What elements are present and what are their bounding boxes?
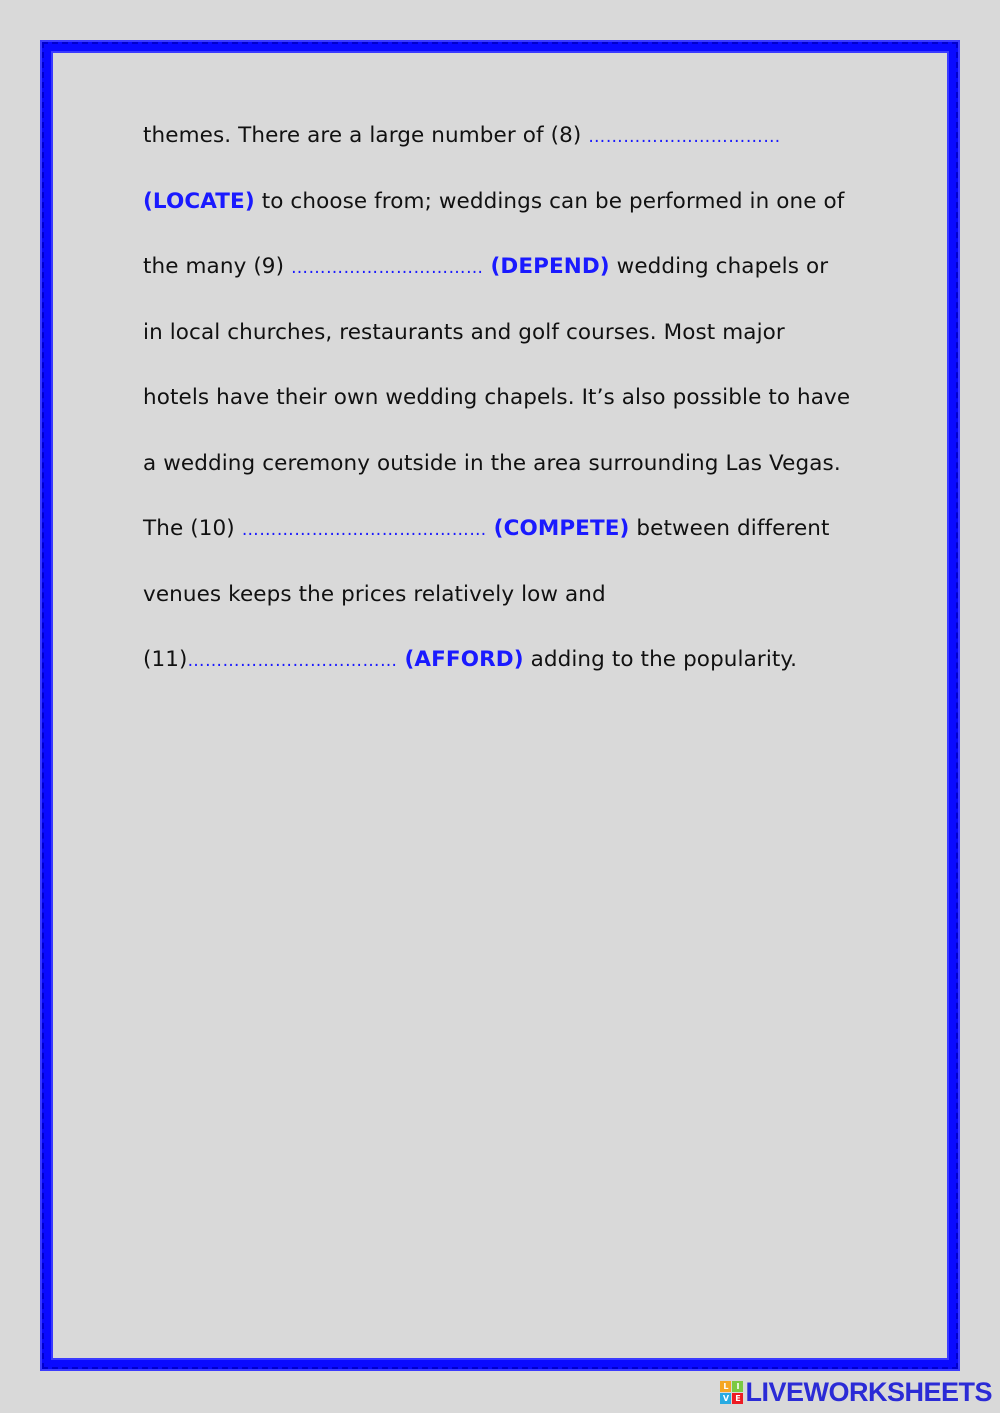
text-segment: venues keeps the prices relatively low and (143, 581, 606, 607)
text-line (143, 372, 863, 438)
answer-blank[interactable]: …………………………… (588, 127, 781, 147)
answer-blank[interactable]: ……………………………… (187, 651, 398, 671)
liveworksheets-logo (720, 1377, 992, 1407)
logo-mark-tile: E (732, 1393, 743, 1404)
logo-mark-tile: V (720, 1393, 731, 1404)
text-segment: (11) (143, 647, 188, 672)
worksheet-text (143, 110, 863, 700)
keyword: (AFFORD) (404, 647, 524, 672)
text-line (143, 307, 863, 373)
text-segment: the many (9) (143, 254, 292, 279)
keyword: (DEPEND) (490, 254, 610, 279)
text-segment: hotels have their own wedding chapels. It’s also possible to have (143, 385, 851, 410)
keyword: (COMPETE) (493, 516, 630, 541)
text-line (143, 438, 863, 504)
text-segment: in local churches, restaurants and golf courses. Most major (143, 319, 785, 345)
text-segment: adding to the popularity. (523, 647, 798, 672)
text-line (143, 634, 863, 700)
answer-blank[interactable]: …………………………… (291, 258, 484, 278)
text-segment (487, 516, 494, 541)
text-segment: between different (629, 516, 830, 541)
logo-text: LIVEWORKSHEETS (745, 1376, 992, 1407)
text-line (143, 569, 863, 635)
text-segment: wedding chapels or (609, 254, 829, 279)
text-line (143, 503, 863, 569)
logo-mark-tile: I (732, 1381, 743, 1392)
text-segment: a wedding ceremony outside in the area surrounding Las Vegas. (143, 450, 841, 476)
text-line (143, 241, 863, 307)
text-segment: themes. There are a large number of (8) (143, 123, 589, 148)
keyword: (LOCATE) (143, 188, 255, 214)
text-line (143, 176, 863, 242)
answer-blank[interactable]: …………………………………… (241, 520, 487, 540)
logo-mark-icon (720, 1381, 743, 1404)
logo-mark-tile: L (720, 1381, 731, 1392)
text-line (143, 110, 863, 176)
text-segment: to choose from; weddings can be performed in one of (254, 188, 845, 214)
text-segment: The (10) (143, 516, 242, 541)
